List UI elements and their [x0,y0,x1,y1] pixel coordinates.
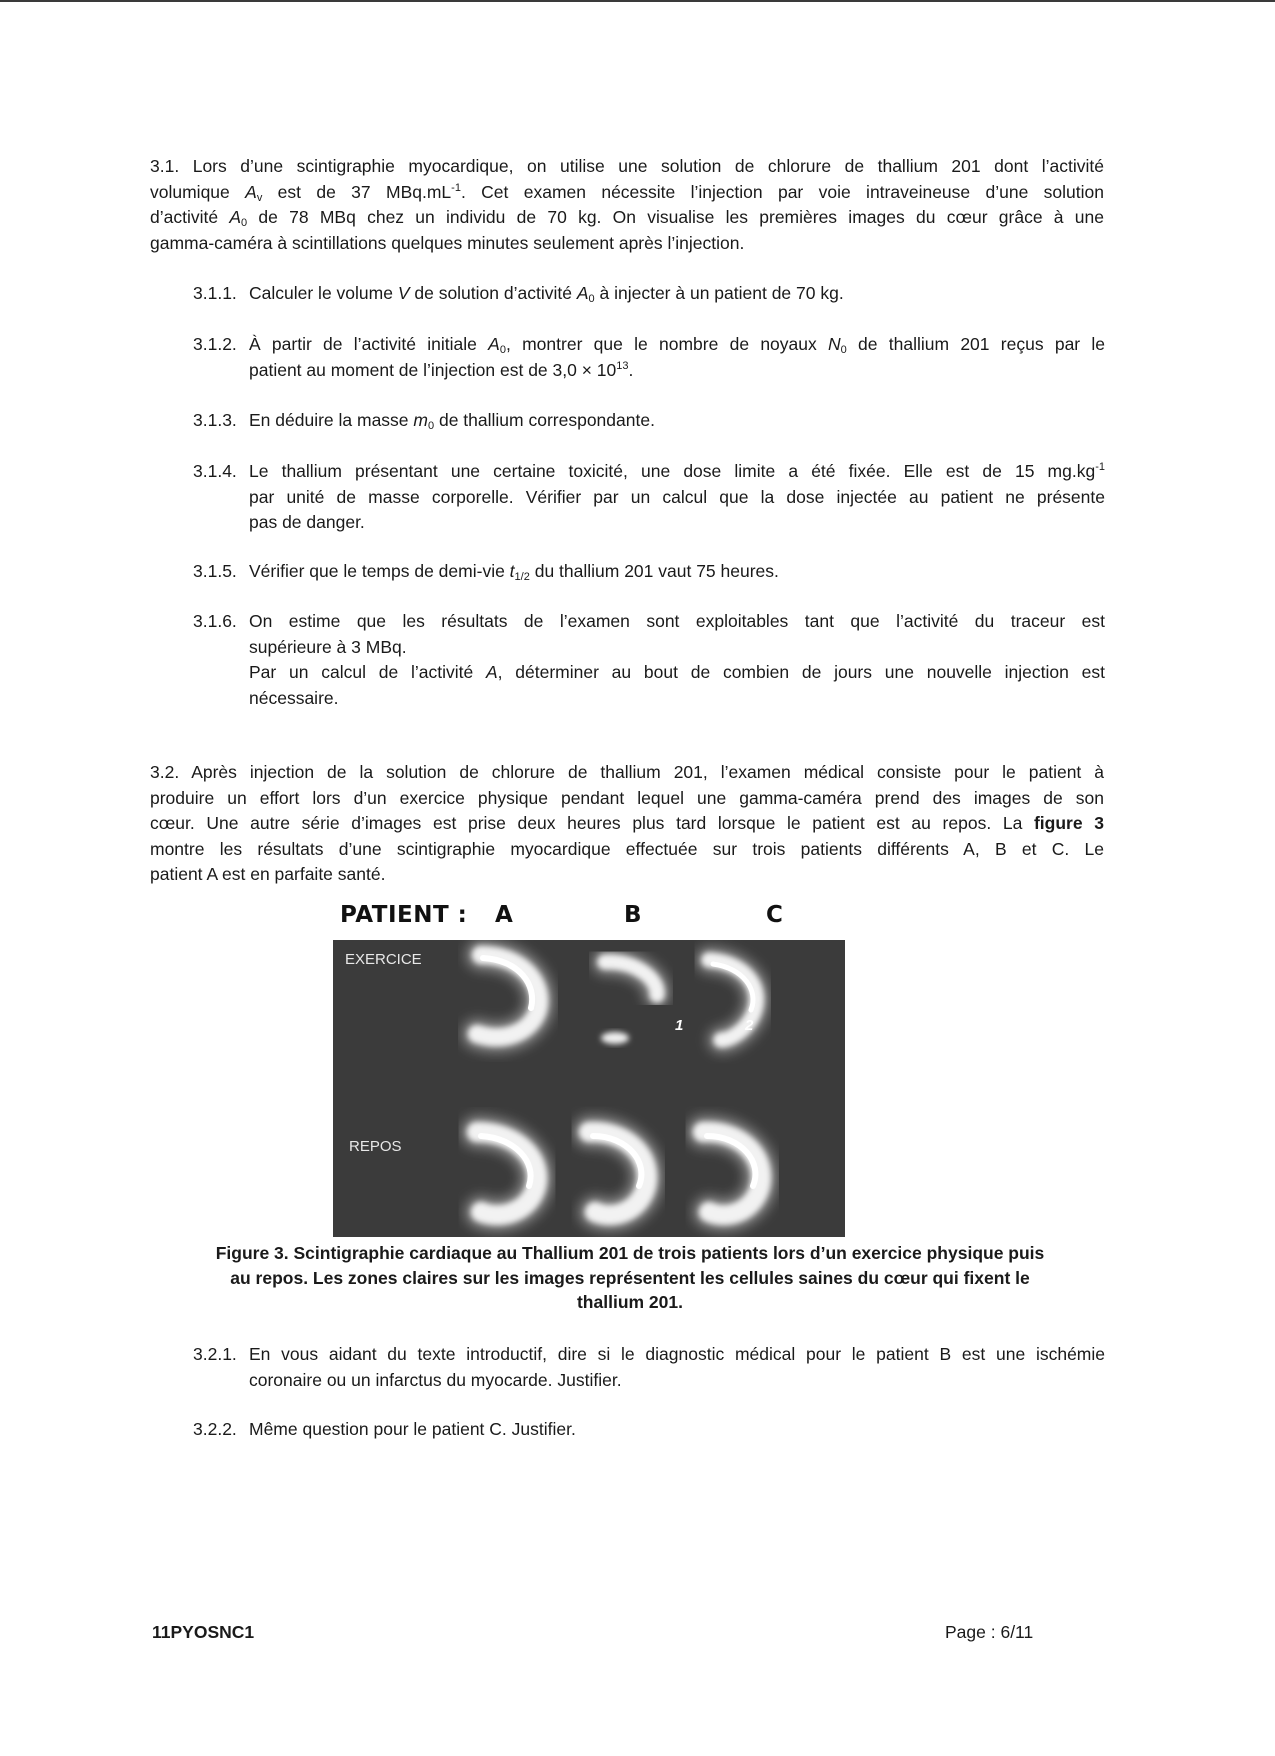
question-text-line1: À partir de l’activité initiale $A_0$, montrer que le nombre de noyaux $N_0$ de thallium 201 reçus par le [249,334,1106,356]
row-label-exercise: EXERCICE [345,951,422,968]
defect-marker-1: 1 [675,1017,684,1034]
top-border [0,0,1275,2]
figure-column-b: B [624,902,643,928]
footer-code: 11PYOSNC1 [152,1622,255,1642]
question-text-line1: Le thallium présentant une certaine toxicité, une dose limite a été fixée. Elle est de 15 $mg.kg^{-1}$ [249,461,1105,481]
heart-scan-b-exercise [601,962,657,1044]
question-text-line2: coronaire ou un infarctus du myocarde. Justifier. [249,1369,622,1390]
question-number: 3.1.4. [193,461,237,481]
question-text-line3: pas de danger. [249,512,365,532]
figure-column-a: A [495,902,514,928]
question-text-line3: Par un calcul de l’activité A, déterminer au bout de combien de jours une nouvelle injection est [249,662,1105,682]
question-number: 3.2.2. [193,1419,237,1439]
figure-column-c: C [766,902,784,928]
figure-caption [150,1241,1110,1315]
question-text: En déduire la masse $m_0$ de thallium correspondante. [249,410,655,432]
scintigraphy-image [333,940,845,1237]
figure-patient-label: PATIENT : [340,902,468,928]
question-number: 3.2.1. [193,1344,237,1364]
question-text-line2: patient au moment de l’injection est de $3,0 \times 10^{13}$. [249,359,634,380]
intro-3-2-line2: produire un effort lors d’un exercice physique pendant lequel une gamma-caméra prend des images de son [150,787,1104,808]
heart-scan-a-rest [477,1132,537,1215]
row-label-rest: REPOS [349,1138,402,1155]
intro-3-2 [150,760,1104,888]
caption-line1: Figure 3. Scintigraphie cardiaque au Thallium 201 de trois patients lors d’un exercice physique puis [215,1243,1045,1263]
question-text-line1: On estime que les résultats de l’examen sont exploitables tant que l’activité du traceur est [249,611,1105,631]
question-text: Même question pour le patient C. Justifier. [249,1419,576,1439]
heart-scan-a-exercise [477,955,539,1037]
intro-3-1 [150,154,1104,256]
caption-line2: au repos. Les zones claires sur les images représentent les cellules saines du cœur qui fixent le [230,1267,1030,1288]
question-text-line2: par unité de masse corporelle. Vérifier par un calcul que la dose injectée au patient ne présente [249,486,1105,507]
intro-3-1-line1: 3.1. Lors d’une scintigraphie myocardique, on utilise une solution de chlorure de thallium 201 dont l’activité [150,156,1104,176]
intro-3-2-line4: montre les résultats d’une scintigraphie myocardique effectuée sur trois patients différents A, B et C. Le [150,838,1104,859]
intro-3-2-line1: 3.2. Après injection de la solution de chlorure de thallium 201, l’examen médical consiste pour le patient à [150,762,1104,782]
question-text: Vérifier que le temps de demi-vie $t_{1/2}$ du thallium 201 vaut 75 heures. [249,561,779,583]
question-number: 3.1.6. [193,611,237,631]
question-number: 3.1.3. [193,410,237,430]
heart-scan-b-rest [589,1132,647,1215]
intro-3-1-line4: gamma-caméra à scintillations quelques minutes seulement après l’injection. [150,232,745,253]
question-text-line1: En vous aidant du texte introductif, dire si le diagnostic médical pour le patient B est une ischémie [249,1344,1105,1364]
intro-3-1-line2: volumique $A_v$ est de 37 $MBq.mL^{-1}$. Cet examen nécessite l’injection par voie intraveineuse d’une solution [150,181,1104,204]
question-text: Calculer le volume V de solution d’activité $A_0$ à injecter à un patient de 70 kg. [249,283,844,305]
heart-scan-c-rest [703,1132,761,1215]
question-number: 3.1.2. [193,334,237,354]
question-number: 3.1.1. [193,283,237,303]
scintigraphy-svg [333,940,845,1237]
footer-page-number: Page : 6/11 [945,1622,1034,1642]
intro-3-2-line3: cœur. Une autre série d’images est prise deux heures plus tard lorsque le patient est au repos. La figure 3 [150,813,1104,833]
question-text-line4: nécessaire. [249,687,339,708]
question-text-line2: supérieure à 3 MBq. [249,636,407,657]
intro-3-1-line3: d’activité $A_0$ de 78 MBq chez un individu de 70 kg. On visualise les premières images du cœur grâce à une [150,207,1104,229]
caption-line3: thallium 201. [576,1292,683,1312]
defect-marker-2: 2 [745,1017,754,1034]
intro-3-2-line5: patient A est en parfaite santé. [150,864,386,884]
question-number: 3.1.5. [193,561,237,581]
